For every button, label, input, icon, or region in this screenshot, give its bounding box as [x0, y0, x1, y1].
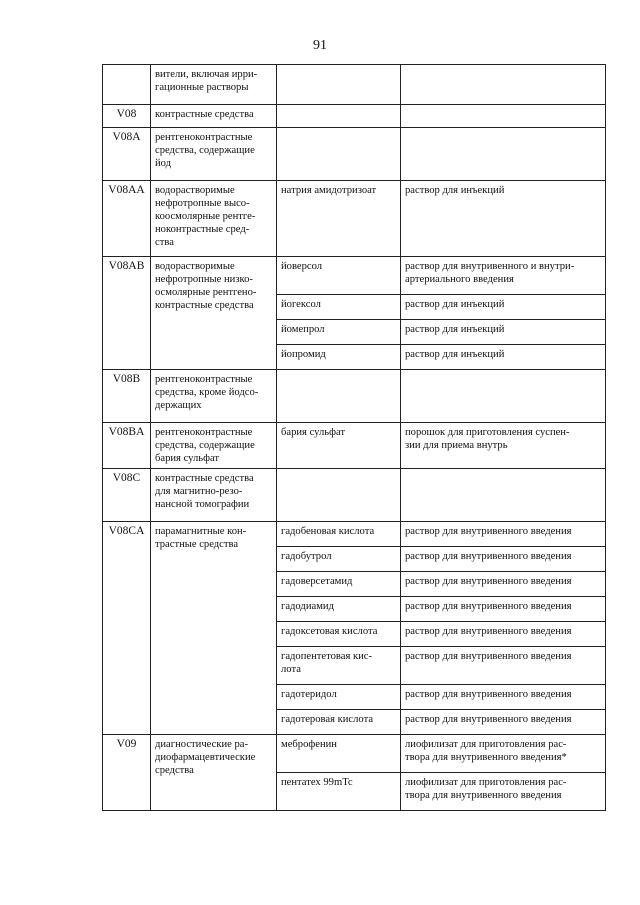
- table-row: [103, 469, 606, 522]
- atc-code-cell: V08AB: [103, 257, 151, 370]
- atc-group-cell: водорастворимые нефротропные низко- осмолярные рентгено- контрастные средства: [151, 257, 277, 370]
- dosage-form-cell: [401, 105, 606, 128]
- table-row: [103, 65, 606, 105]
- drug-name-cell: гадоксетовая кислота: [277, 622, 401, 647]
- atc-code-cell: V08C: [103, 469, 151, 522]
- drug-name-cell: гадотеровая кислота: [277, 710, 401, 735]
- dosage-form-cell: лиофилизат для приготовления рас- твора для внутривенного введения*: [401, 735, 606, 773]
- atc-code-cell: V08A: [103, 128, 151, 181]
- atc-code-cell: V08AA: [103, 181, 151, 257]
- atc-group-cell: парамагнитные кон- трастные средства: [151, 522, 277, 735]
- dosage-form-cell: лиофилизат для приготовления рас- твора для внутривенного введения: [401, 773, 606, 811]
- atc-code-cell: V08CA: [103, 522, 151, 735]
- table-row: [103, 181, 606, 257]
- drug-name-cell: йопромид: [277, 345, 401, 370]
- atc-group-cell: водорастворимые нефротропные высо- коосмолярные рентге- ноконтрастные сред- ства: [151, 181, 277, 257]
- atc-code-cell: [103, 65, 151, 105]
- table-row: [103, 128, 606, 181]
- dosage-form-cell: раствор для внутривенного введения: [401, 522, 606, 547]
- drug-name-cell: йомепрол: [277, 320, 401, 345]
- dosage-form-cell: [401, 469, 606, 522]
- drug-name-cell: меброфенин: [277, 735, 401, 773]
- drug-name-cell: [277, 128, 401, 181]
- drug-name-cell: йогексол: [277, 295, 401, 320]
- drug-name-cell: йоверсол: [277, 257, 401, 295]
- atc-group-cell: контрастные средства для магнитно-резо- нансной томографии: [151, 469, 277, 522]
- dosage-form-cell: раствор для внутривенного введения: [401, 622, 606, 647]
- atc-code-cell: V08B: [103, 370, 151, 423]
- table-row: [103, 522, 606, 547]
- dosage-form-cell: раствор для внутривенного введения: [401, 547, 606, 572]
- dosage-form-cell: раствор для внутривенного и внутри- артериального введения: [401, 257, 606, 295]
- drug-name-cell: натрия амидотризоат: [277, 181, 401, 257]
- table-row: [103, 423, 606, 469]
- dosage-form-cell: [401, 65, 606, 105]
- drug-name-cell: гадопентетовая кис- лота: [277, 647, 401, 685]
- page-number: 91: [313, 38, 327, 53]
- dosage-form-cell: [401, 370, 606, 423]
- drug-name-cell: гадобутрол: [277, 547, 401, 572]
- atc-group-cell: вители, включая ирри- гационные растворы: [151, 65, 277, 105]
- atc-group-cell: контрастные средства: [151, 105, 277, 128]
- atc-code-cell: V08: [103, 105, 151, 128]
- drug-name-cell: [277, 105, 401, 128]
- dosage-form-cell: раствор для инъекций: [401, 320, 606, 345]
- atc-code-cell: V08BA: [103, 423, 151, 469]
- drug-name-cell: гадобеновая кислота: [277, 522, 401, 547]
- table-row: [103, 257, 606, 295]
- dosage-form-cell: раствор для инъекций: [401, 181, 606, 257]
- dosage-form-cell: раствор для внутривенного введения: [401, 572, 606, 597]
- drug-name-cell: гадоверсетамид: [277, 572, 401, 597]
- atc-drug-table: [102, 64, 606, 811]
- dosage-form-cell: раствор для внутривенного введения: [401, 597, 606, 622]
- dosage-form-cell: раствор для внутривенного введения: [401, 710, 606, 735]
- dosage-form-cell: [401, 128, 606, 181]
- table-row: [103, 735, 606, 773]
- atc-group-cell: диагностические ра- диофармацевтические средства: [151, 735, 277, 811]
- drug-name-cell: [277, 370, 401, 423]
- dosage-form-cell: раствор для инъекций: [401, 345, 606, 370]
- dosage-form-cell: раствор для инъекций: [401, 295, 606, 320]
- dosage-form-cell: раствор для внутривенного введения: [401, 685, 606, 710]
- dosage-form-cell: раствор для внутривенного введения: [401, 647, 606, 685]
- drug-name-cell: пентатех 99mTc: [277, 773, 401, 811]
- dosage-form-cell: порошок для приготовления суспен- зии для приема внутрь: [401, 423, 606, 469]
- atc-code-cell: V09: [103, 735, 151, 811]
- atc-group-cell: рентгеноконтрастные средства, содержащие бария сульфат: [151, 423, 277, 469]
- table-row: [103, 370, 606, 423]
- drug-name-cell: [277, 469, 401, 522]
- atc-group-cell: рентгеноконтрастные средства, содержащие йод: [151, 128, 277, 181]
- drug-name-cell: гадодиамид: [277, 597, 401, 622]
- drug-name-cell: [277, 65, 401, 105]
- drug-name-cell: бария сульфат: [277, 423, 401, 469]
- atc-group-cell: рентгеноконтрастные средства, кроме йодсо- держащих: [151, 370, 277, 423]
- table-row: [103, 105, 606, 128]
- drug-name-cell: гадотеридол: [277, 685, 401, 710]
